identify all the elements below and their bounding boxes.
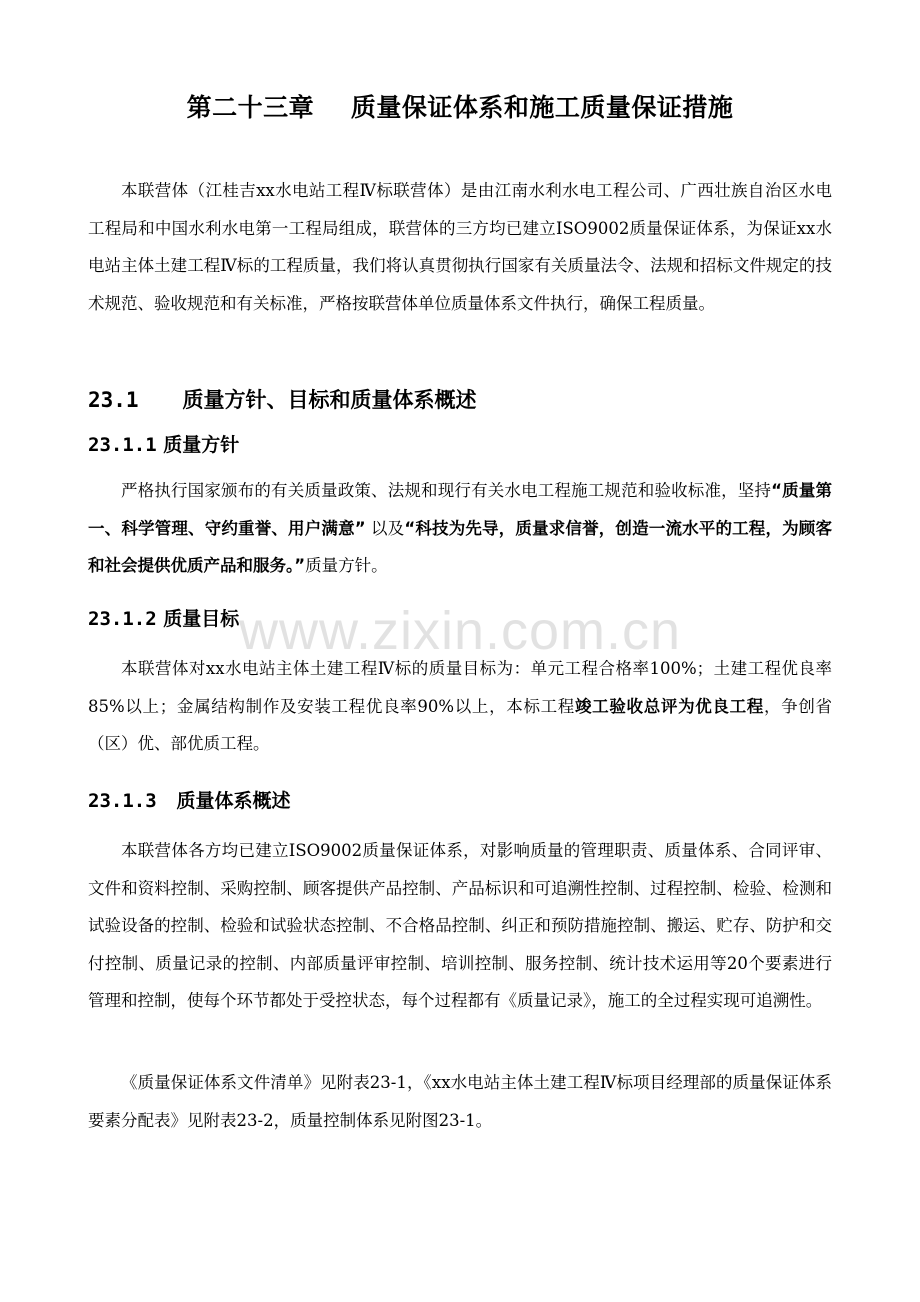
target-emphasis: 竣工验收总评为优良工程	[575, 696, 764, 716]
section-title: 质量体系概述	[176, 790, 291, 812]
chapter-title: 第二十三章 质量保证体系和施工质量保证措施	[186, 93, 734, 122]
text-run: 严格执行国家颁布的有关质量政策、法规和现行有关水电工程施工规范和验收标准，坚持	[121, 481, 772, 500]
policy-slogan-1: “质量第一、科学管理、守约重誉、用户满意”	[88, 481, 832, 538]
section-number: 23.1.2	[88, 608, 157, 630]
section-heading-23-1-2	[88, 604, 239, 631]
section-title: 质量方针	[163, 434, 240, 456]
section-heading-23-1-3	[88, 786, 291, 813]
intro-paragraph: 本联营体（江桂吉xx水电站工程Ⅳ标联营体）是由江南水利水电工程公司、广西壮族自治区水电工程局和中国水利水电第一工程局组成，联营体的三方均已建立ISO9002质量保证体系，为保证xx水电站主体土建工程Ⅳ标的工程质量，我们将认真贯彻执行国家有关质量法令、法规和招标文件规定的技术规范、验收规范和有关标准，严格按联营体单位质量体系文件执行，确保工程质量。	[88, 181, 832, 313]
quality-policy-paragraph	[88, 472, 832, 585]
section-title: 质量目标	[163, 608, 240, 630]
quality-system-paragraph-1: 本联营体各方均已建立ISO9002质量保证体系，对影响质量的管理职责、质量体系、合同评审、文件和资料控制、采购控制、顾客提供产品控制、产品标识和可追溯性控制、过程控制、检验、检测和试验设备的控制、检验和试验状态控制、不合格品控制、纠正和预防措施控制、搬运、贮存、防护和交付控制、质量记录的控制、内部质量评审控制、培训控制、服务控制、统计技术运用等20个要素进行管理和控制，使每个环节都处于受控状态，每个过程都有《质量记录》，施工的全过程实现可追溯性。	[88, 841, 832, 1010]
quality-system-paragraph-2: 《质量保证体系文件清单》见附表23-1，《xx水电站主体土建工程Ⅳ标项目经理部的质量保证体系要素分配表》见附表23-2，质量控制体系见附图23-1。	[88, 1073, 832, 1130]
text-run: 本联营体对xx水电站主体土建工程Ⅳ标的质量目标为：单元工程合格率100%；土建工程优良率85%以上；金属结构制作及安装工程优良率90%以上，本标工程	[88, 659, 832, 716]
section-number: 23.1.1	[88, 434, 157, 456]
section-heading-23-1-1	[88, 430, 239, 457]
policy-slogan-2: “科技为先导，质量求信誉，创造一流水平的工程，为顾客和社会提供优质产品和服务。”	[88, 518, 832, 575]
section-number: 23.1	[88, 388, 139, 412]
quality-target-paragraph	[88, 650, 832, 763]
section-title: 质量方针、目标和质量体系概述	[182, 388, 477, 412]
section-heading-23-1	[88, 384, 476, 414]
text-run: 质量方针。	[305, 556, 388, 575]
text-run: ，争创省（区）优、部优质工程。	[88, 696, 833, 753]
section-number: 23.1.3	[88, 790, 157, 812]
watermark: www.zixin.com.cn	[238, 601, 682, 661]
text-run: 以及	[365, 518, 405, 538]
